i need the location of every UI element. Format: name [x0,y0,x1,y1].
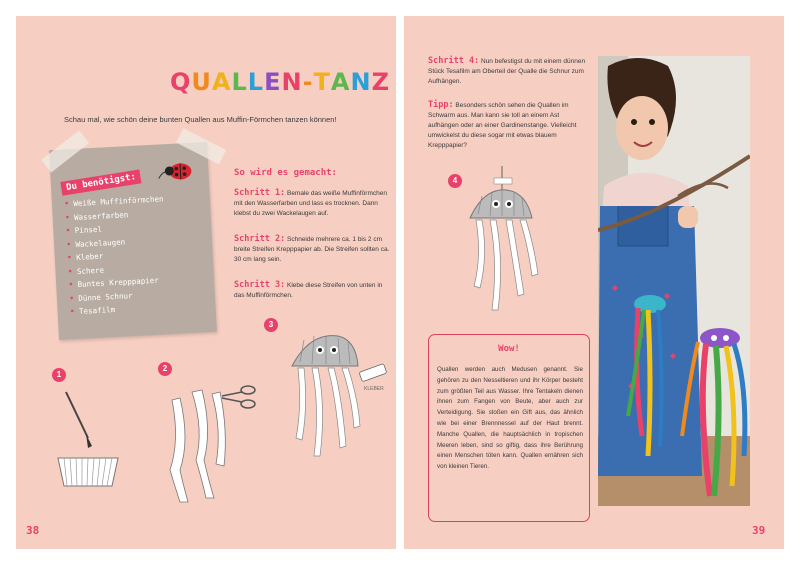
step-1: Schritt 1: Bemale das weiße Muffinförmchen mit den Wasserfarben und lass es trocknen. Dann klebst du zwei Wackelaugen auf. [234,188,387,217]
tip-text: Tipp: Besonders schön sehen die Quallen im Schwarm aus. Man kann sie toll an einem Ast aufhängen oder an einer Gardinenstange. Vielleicht umwickelst du diese sogar mit etwas blauem Krepppapier? [428,100,577,149]
material-item: • Kleber [66,246,166,265]
step-3: Schritt 3: Klebe diese Streifen von unten in das Muffinförmchen. [234,280,383,299]
materials-list [64,192,170,319]
scissors-strips-illustration [162,380,262,506]
glue-label: KLEBER [364,386,384,392]
right-page [404,16,784,549]
materials-note [49,142,217,340]
material-item: • Pinsel [65,219,165,238]
wow-text: Quallen werden auch Medusen genannt. Sie gehören zu den Nesseltieren und ihr Körper besteht zum größten Teil aus Wasser. Ihre Tentakeln dienen ihnen zum Fangen von Beute, aber auch zur Verteidigung. Sie stoßen ein Gift aus, das ähnlich wie bei einer Brennnessel auf der Haut brennt. Manche Quallen, die hauptsächlich in tropischen Meeren leben, sind so giftig, dass ihre Berührung einen Menschen töten kann. Quallen ernähren sich von kleinen Tieren. [437,366,583,471]
material-item: • Wackelaugen [66,233,166,252]
illustration-number: 4 [448,174,462,188]
materials-heading: Du benötigst: [60,169,142,195]
material-item: • Dünne Schnur [69,287,169,306]
material-item: • Wasserfarben [64,206,164,225]
illustration-number: 3 [264,318,278,332]
material-item: • Weiße Muffinförmchen [64,192,164,211]
page-number: 39 [752,524,766,537]
intro-text: Schau mal, wie schön deine bunten Quallen aus Muffin-Förmchen tanzen können! [64,115,337,124]
wow-heading: Wow! [498,344,520,354]
page-number: 38 [26,524,40,537]
jellyfish-glue-illustration [282,328,392,468]
child-jellyfish-photo [598,56,750,506]
left-page [16,16,396,549]
tape-strip [41,130,89,172]
material-item: • Buntes Krepppapier [68,273,168,292]
illustration-number: 2 [158,362,172,376]
step-2: Schritt 2: Schneide mehrere ca. 1 bis 2 cm breite Streifen Krepppapier ab. Die Streifen sollten ca. 30 cm lang sein. [234,234,390,263]
muffin-cup-brush-illustration [52,388,142,500]
wow-box [428,334,590,522]
jellyfish-string-illustration [462,166,552,316]
step-4: Schritt 4: Nun befestigst du mit einem dünnen Stück Tesafilm am Oberteil der Qualle die Schnur zum Aufhängen. [428,56,586,85]
material-item: • Schere [67,260,167,279]
how-heading: So wird es gemacht: [234,168,337,178]
page-title: QUALLEN-TANZ [170,68,390,96]
illustration-number: 1 [52,368,66,382]
ladybug-icon [154,159,195,185]
material-item: • Tesafilm [69,300,169,319]
